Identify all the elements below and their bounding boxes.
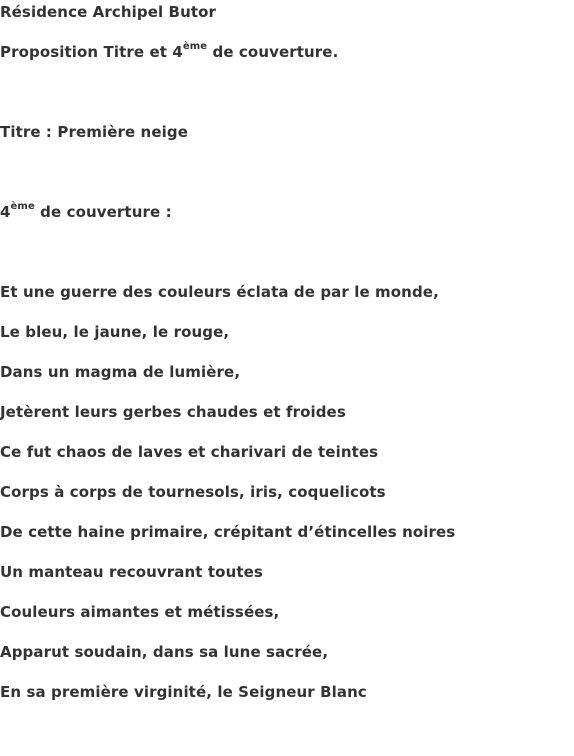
back-cover-prefix: 4 xyxy=(0,203,11,221)
poem-line: De cette haine primaire, crépitant d’étincelles noires xyxy=(0,523,456,541)
back-cover-heading xyxy=(0,202,172,222)
proposal-suffix: de couverture. xyxy=(207,43,339,61)
poem-line: Corps à corps de tournesols, iris, coquelicots xyxy=(0,483,386,501)
poem-line: Jetèrent leurs gerbes chaudes et froides xyxy=(0,403,346,421)
proposal-line xyxy=(0,42,338,62)
title-line: Titre : Première neige xyxy=(0,123,188,141)
poem-line: Dans un magma de lumière, xyxy=(0,363,241,381)
poem-line: Ce fut chaos de laves et charivari de teintes xyxy=(0,443,379,461)
proposal-sup: ème xyxy=(182,41,208,52)
poem-line: En sa première virginité, le Seigneur Blanc xyxy=(0,683,367,701)
poem-line: Et une guerre des couleurs éclata de par le monde, xyxy=(0,283,439,301)
back-cover-suffix: de couverture : xyxy=(34,203,172,221)
poem-line: Couleurs aimantes et métissées, xyxy=(0,603,280,621)
poem-line: Un manteau recouvrant toutes xyxy=(0,563,263,581)
proposal-prefix: Proposition Titre et 4 xyxy=(0,43,183,61)
residence-header: Résidence Archipel Butor xyxy=(0,3,217,21)
poem-line: Apparut soudain, dans sa lune sacrée, xyxy=(0,643,329,661)
back-cover-sup: ème xyxy=(10,201,35,212)
poem-line: Le bleu, le jaune, le rouge, xyxy=(0,323,230,341)
